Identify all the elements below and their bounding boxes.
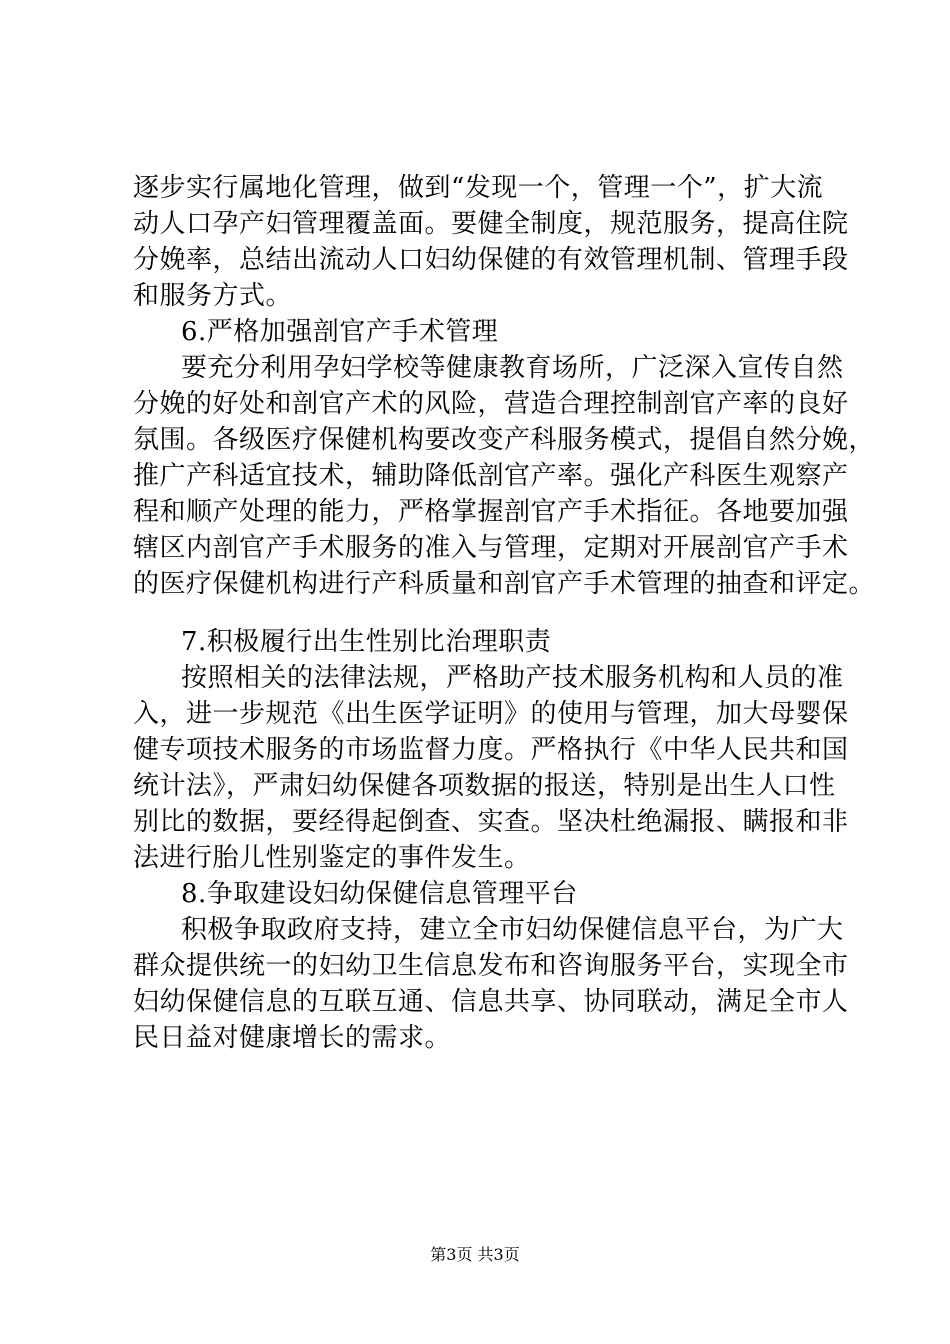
- paragraph-line: 统计法》，严肃妇幼保健各项数据的报送，特别是出生人口性: [133, 771, 836, 801]
- paragraph-line: 别比的数据，要经得起倒查、实查。坚决杜绝漏报、瞒报和非: [133, 807, 849, 837]
- paragraph-line: 按照相关的法律法规，严格助产技术服务机构和人员的准: [181, 663, 844, 693]
- paragraph-gap: [133, 602, 849, 624]
- paragraph-line: 要充分利用孕妇学校等健康教育场所，广泛深入宣传自然: [181, 353, 844, 383]
- section-heading-7: 7.积极履行出生性别比治理职责: [181, 627, 552, 657]
- paragraph-line: 妇幼保健信息的互联互通、信息共享、协同联动，满足全市人: [133, 987, 849, 1017]
- paragraph-line: 推广产科适宜技术，辅助降低剖官产率。强化产科医生观察产: [133, 461, 849, 491]
- paragraph-line: 法进行胎儿性别鉴定的事件发生。: [133, 843, 531, 873]
- paragraph-line: 分娩率，总结出流动人口妇幼保健的有效管理机制、管理手段: [133, 245, 849, 275]
- paragraph-line: 分娩的好处和剖官产术的风险，营造合理控制剖官产率的良好: [133, 389, 849, 419]
- page-number-footer: 第3页 共3页: [430, 1245, 520, 1264]
- paragraph-line: 动人口孕产妇管理覆盖面。要健全制度，规范服务，提高住院: [133, 209, 849, 239]
- paragraph-line: 氛围。各级医疗保健机构要改变产科服务模式，提倡自然分娩，: [133, 425, 876, 455]
- document-body: [133, 170, 876, 1056]
- paragraph-line: 的医疗保健机构进行产科质量和剖官产手术管理的抽查和评定。: [133, 569, 876, 599]
- section-heading-8: 8.争取建设妇幼保健信息管理平台: [181, 879, 578, 909]
- paragraph-line: 群众提供统一的妇幼卫生信息发布和咨询服务平台，实现全市: [133, 951, 849, 981]
- paragraph-line: 入，进一步规范《出生医学证明》的使用与管理，加大母婴保: [133, 699, 849, 729]
- paragraph-line: 逐步实行属地化管理，做到“发现一个，管理一个”，扩大流: [133, 173, 824, 203]
- paragraph-line: 民日益对健康增长的需求。: [133, 1023, 452, 1053]
- paragraph-line: 辖区内剖官产手术服务的准入与管理，定期对开展剖官产手术: [133, 533, 849, 563]
- paragraph-line: 程和顺产处理的能力，严格掌握剖官产手术指征。各地要加强: [133, 497, 849, 527]
- paragraph-line: 和服务方式。: [133, 281, 293, 311]
- paragraph-line: 积极争取政府支持，建立全市妇幼保健信息平台，为广大: [181, 915, 844, 945]
- section-heading-6: 6.严格加强剖官产手术管理: [181, 317, 499, 347]
- paragraph-line: 健专项技术服务的市场监督力度。严格执行《中华人民共和国: [133, 735, 849, 765]
